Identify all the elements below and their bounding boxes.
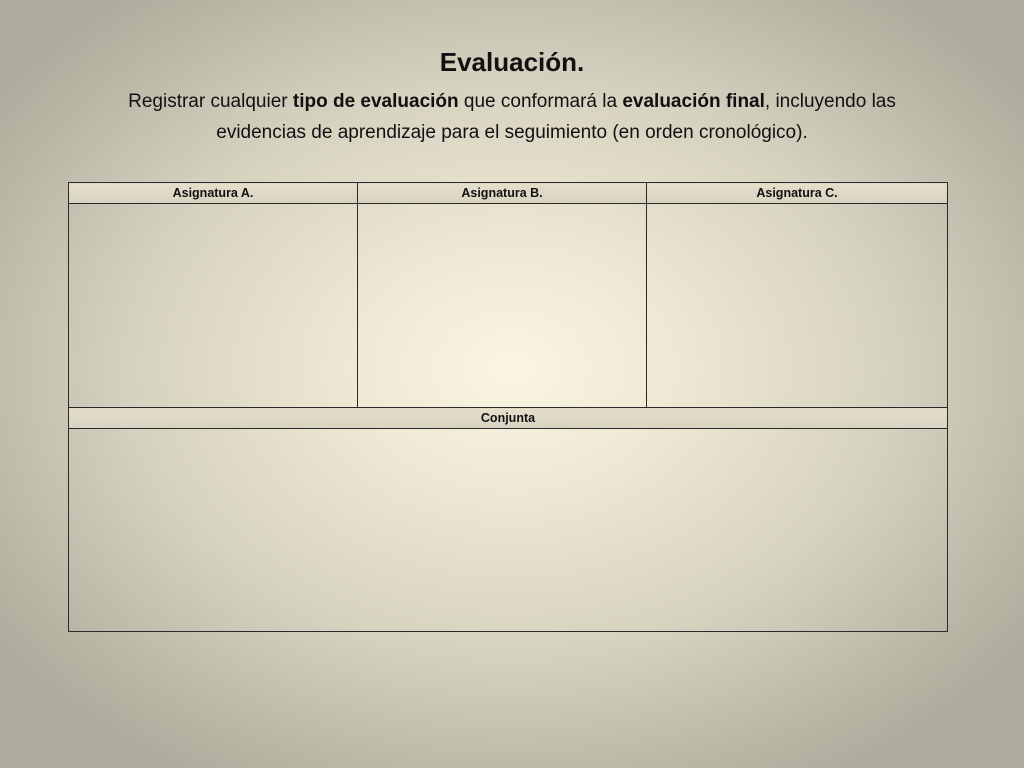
cell-conjunta[interactable] xyxy=(69,429,948,632)
header-conjunta: Conjunta xyxy=(69,408,948,429)
cell-asignatura-b[interactable] xyxy=(358,204,647,408)
joint-body-row xyxy=(69,429,948,632)
instructions-text xyxy=(90,86,934,148)
subject-header-row xyxy=(69,183,948,204)
instructions-part-1: Registrar cualquier xyxy=(128,91,293,112)
joint-header-row xyxy=(69,408,948,429)
evaluation-table xyxy=(68,182,948,632)
header-asignatura-a: Asignatura A. xyxy=(69,183,358,204)
cell-asignatura-c[interactable] xyxy=(647,204,948,408)
instructions-bold-2: evaluación final xyxy=(622,91,765,112)
instructions-part-3: , incluyendo las evidencias de aprendizaje para el seguimiento (en orden cronológico). xyxy=(216,91,896,143)
instructions-bold-1: tipo de evaluación xyxy=(292,91,459,112)
subject-body-row xyxy=(69,204,948,408)
header-asignatura-b: Asignatura B. xyxy=(358,183,647,204)
header-asignatura-c: Asignatura C. xyxy=(647,183,948,204)
page-title: Evaluación. xyxy=(439,47,585,77)
cell-asignatura-a[interactable] xyxy=(69,204,358,408)
instructions-part-2: que conformará la xyxy=(458,91,623,112)
